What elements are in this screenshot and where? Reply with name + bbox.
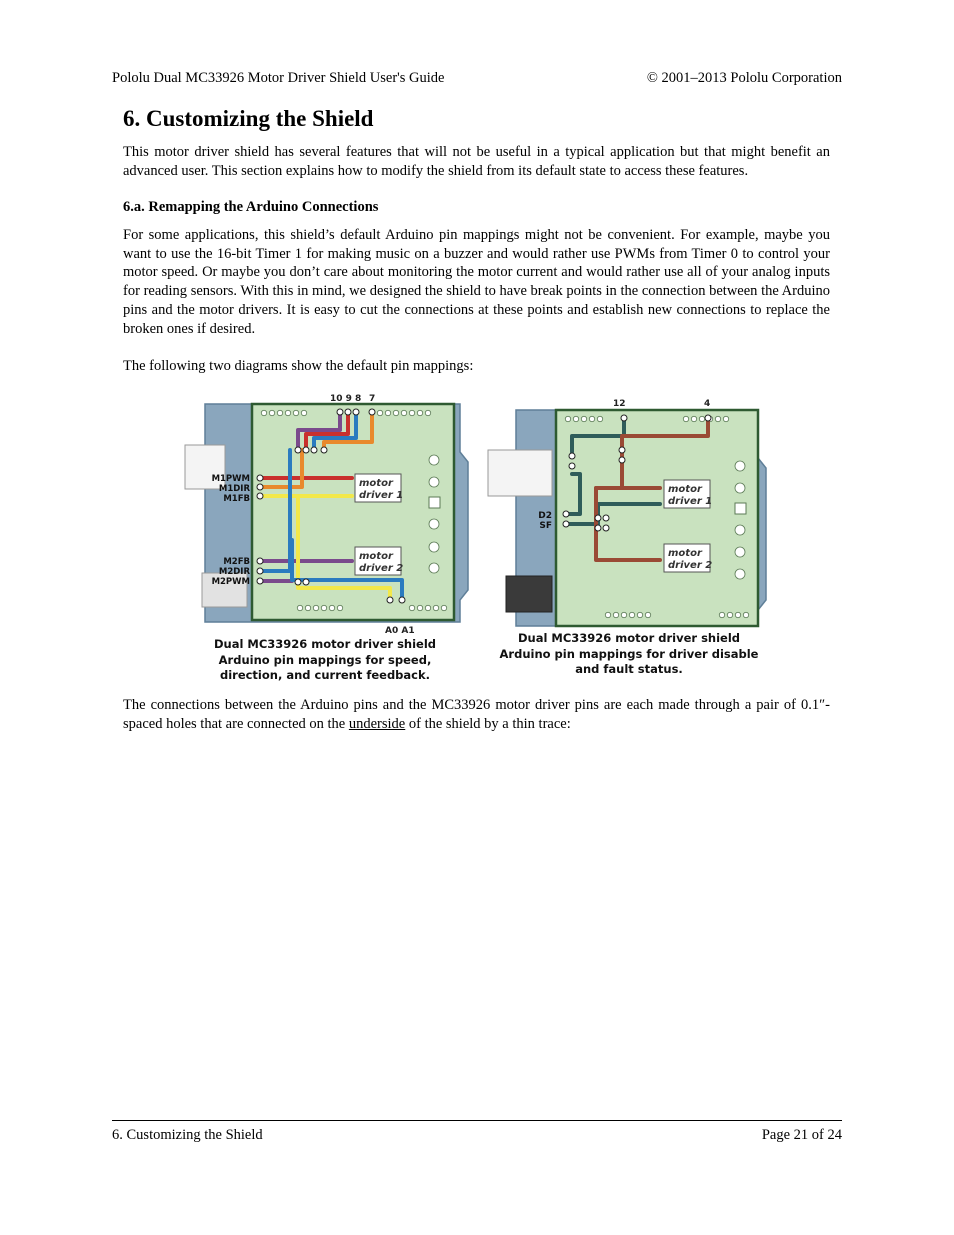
figure1-caption-line2: Arduino pin mappings for speed, (218, 652, 432, 667)
fig2-pin4: 4 (704, 399, 711, 409)
fig2-driver1-line1: motor (668, 484, 702, 495)
section-title: 6. Customizing the Shield (123, 106, 374, 131)
figure2-caption-line2: Arduino pin mappings for driver disable (499, 646, 759, 661)
fig2-driver2-line2: driver 2 (668, 560, 713, 571)
header-title: Pololu Dual MC33926 Motor Driver Shield User's Guide (112, 70, 445, 86)
fig2-driver1-line2: driver 1 (668, 496, 713, 507)
fig1-label-m2pwm: M2PWM (211, 577, 250, 587)
fig1-label-m1pwm: M1PWM (211, 474, 250, 484)
fig2-label-sf: SF (539, 521, 552, 531)
figure1-diagram (180, 390, 470, 638)
fig2-driver2-line1: motor (668, 548, 702, 559)
figure2-caption-line3: and fault status. (575, 662, 683, 676)
connections-text-after: of the shield by a thin trace: (405, 715, 571, 732)
diagrams-intro: The following two diagrams show the default pin mappings: (123, 358, 474, 374)
fig1-top-pin7: 7 (369, 394, 376, 404)
fig1-driver1-line2: driver 1 (359, 490, 404, 501)
figure1-caption (180, 637, 470, 684)
figure2-caption-line1: Dual MC33926 motor driver shield (517, 631, 741, 645)
connections-paragraph (123, 696, 830, 733)
figure2-diagram (486, 390, 776, 632)
header-copyright: © 2001–2013 Pololu Corporation (646, 70, 842, 86)
footer-page-number: Page 21 of 24 (761, 1127, 842, 1143)
figure2-caption (484, 631, 774, 678)
fig1-driver2-line2: driver 2 (359, 563, 404, 574)
fig1-label-m1fb: M1FB (223, 494, 250, 504)
connections-text-before: The connections between the Arduino pins and the MC33926 motor driver pins are each made through a pair of 0.1″-spaced holes that are connected on the (123, 697, 830, 732)
footer-section: 6. Customizing the Shield (112, 1127, 263, 1143)
fig2-pin12: 12 (613, 399, 626, 409)
fig1-label-m2fb: M2FB (223, 557, 250, 567)
figure1-caption-line3: direction, and current feedback. (219, 668, 431, 682)
fig1-top-pins: 10 9 8 (330, 394, 362, 404)
underside-link[interactable]: underside (348, 715, 406, 732)
fig1-driver1-line1: motor (359, 478, 393, 489)
intro-paragraph: This motor driver shield has several features that will not be useful in a typical application but that might benefit an advanced user. This section explains how to modify the shield from its default state to access these features. (123, 144, 830, 179)
figure1-caption-line1: Dual MC33926 motor driver shield (213, 637, 437, 651)
fig1-label-m2dir: M2DIR (218, 567, 250, 577)
fig2-label-d2: D2 (538, 511, 552, 521)
remap-paragraph: For some applications, this shield’s default Arduino pin mappings might not be convenient. For example, maybe you want to use the 16-bit Timer 1 for making music on a buzzer and would rather use PWMs from Timer 0 to control your motor speed. Or maybe you don’t care about monitoring the motor current and would rather use all of your analog inputs for reading sensors. With this in mind, we designed the shield to have break points in the connection between the Arduino pins and the motor drivers. It is easy to cut the connections at these points and establish new connections to replace the broken ones if desired. (123, 227, 830, 337)
fig1-bottom-pins: A0 A1 (385, 626, 415, 636)
footer-divider (112, 1120, 842, 1121)
subsection-title: 6.a. Remapping the Arduino Connections (123, 199, 379, 215)
fig1-label-m1dir: M1DIR (218, 484, 250, 494)
fig1-driver2-line1: motor (359, 551, 393, 562)
